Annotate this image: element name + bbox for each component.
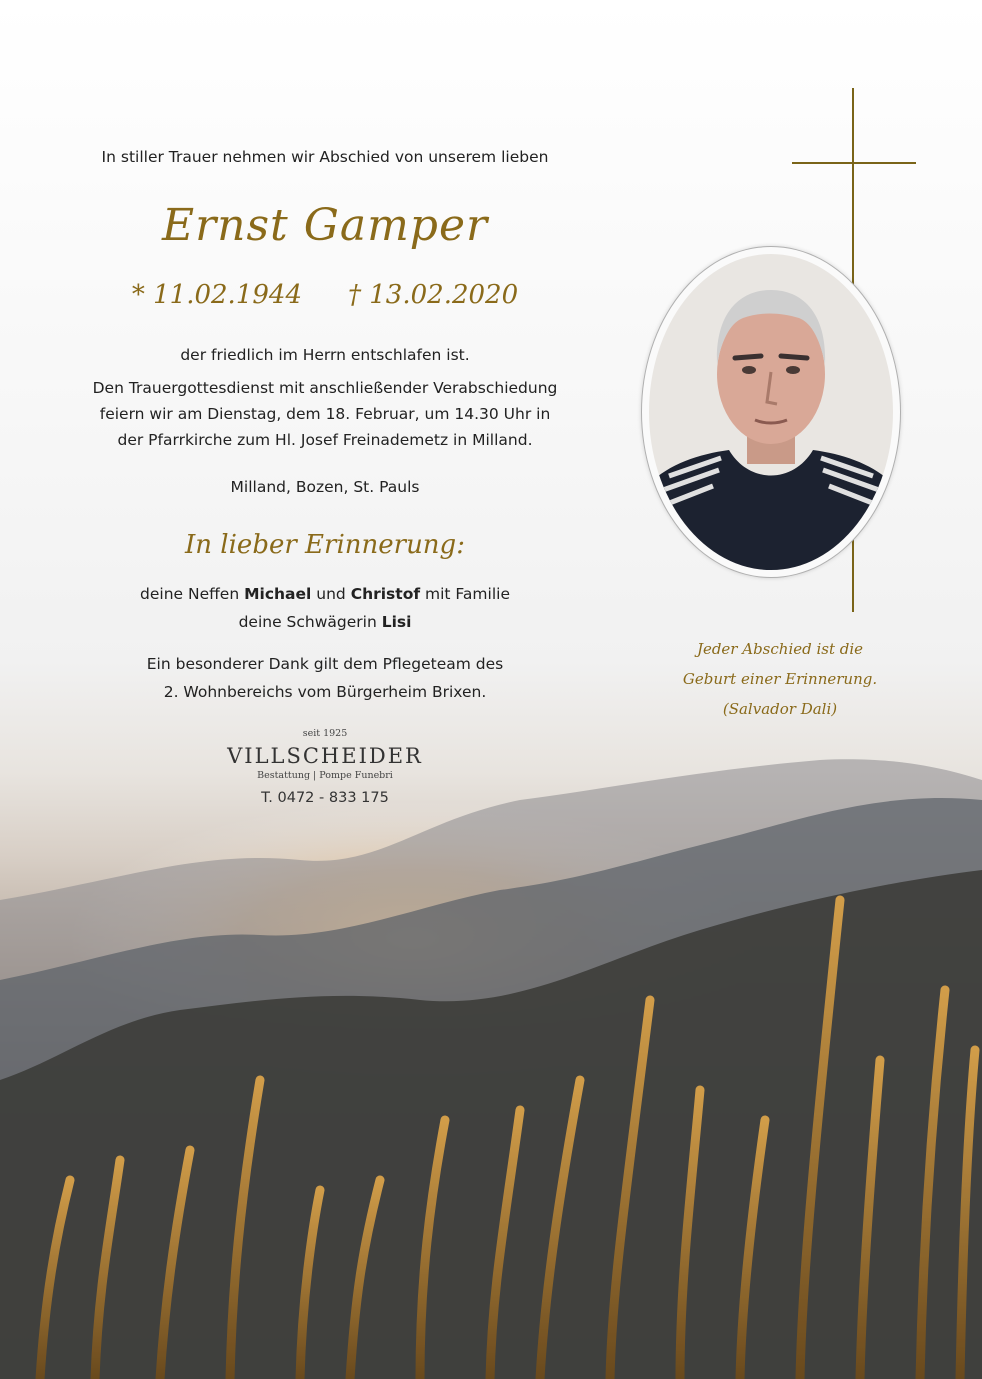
thanks-text <box>0 650 650 706</box>
portrait-photo <box>649 254 893 570</box>
funeral-home-since: seit 1925 <box>302 728 348 739</box>
quote <box>640 634 920 724</box>
family-text: mit Familie <box>420 585 510 603</box>
family-line-1 <box>0 580 650 608</box>
service-line-2: feiern wir am Dienstag, dem 18. Februar, um 14.30 Uhr in <box>99 405 551 423</box>
family-name: Lisi <box>381 613 412 631</box>
portrait-frame <box>641 246 901 578</box>
service-line-3: der Pfarrkirche zum Hl. Josef Freinademetz in Milland. <box>117 431 533 449</box>
family-text: und <box>311 585 351 603</box>
family-name: Christof <box>350 585 421 603</box>
funeral-home-phone: T. 0472 - 833 175 <box>261 790 389 806</box>
death-date: † 13.02.2020 <box>348 280 519 310</box>
family-name: Michael <box>244 585 312 603</box>
thanks-line-2: 2. Wohnbereichs vom Bürgerheim Brixen. <box>163 683 487 701</box>
portrait-icon <box>649 254 893 570</box>
cross-icon-horizontal <box>792 162 916 164</box>
service-paragraph <box>0 375 650 453</box>
funeral-home-logo: VILLSCHEIDER <box>227 744 423 768</box>
memory-heading: In lieber Erinnerung: <box>185 530 465 560</box>
family-list <box>0 580 650 636</box>
intro-text: In stiller Trauer nehmen wir Abschied von unserem lieben <box>101 148 549 166</box>
birth-date: * 11.02.1944 <box>131 280 302 310</box>
quote-author: (Salvador Dali) <box>722 700 838 718</box>
service-line-1: Den Trauergottesdienst mit anschließender Verabschiedung <box>92 379 558 397</box>
deceased-name: Ernst Gamper <box>161 200 489 251</box>
family-line-2 <box>0 608 650 636</box>
quote-line-2: Geburt einer Erinnerung. <box>682 670 878 688</box>
places-text: Milland, Bozen, St. Pauls <box>230 478 420 496</box>
life-dates <box>0 280 650 310</box>
thanks-line-1: Ein besonderer Dank gilt dem Pflegeteam des <box>146 655 504 673</box>
family-text: deine Schwägerin <box>238 613 382 631</box>
family-text: deine Neffen <box>140 585 245 603</box>
quote-line-1: Jeder Abschied ist die <box>696 640 864 658</box>
passing-text: der friedlich im Herrn entschlafen ist. <box>180 346 470 364</box>
funeral-home-subtitle: Bestattung | Pompe Funebri <box>257 770 393 781</box>
